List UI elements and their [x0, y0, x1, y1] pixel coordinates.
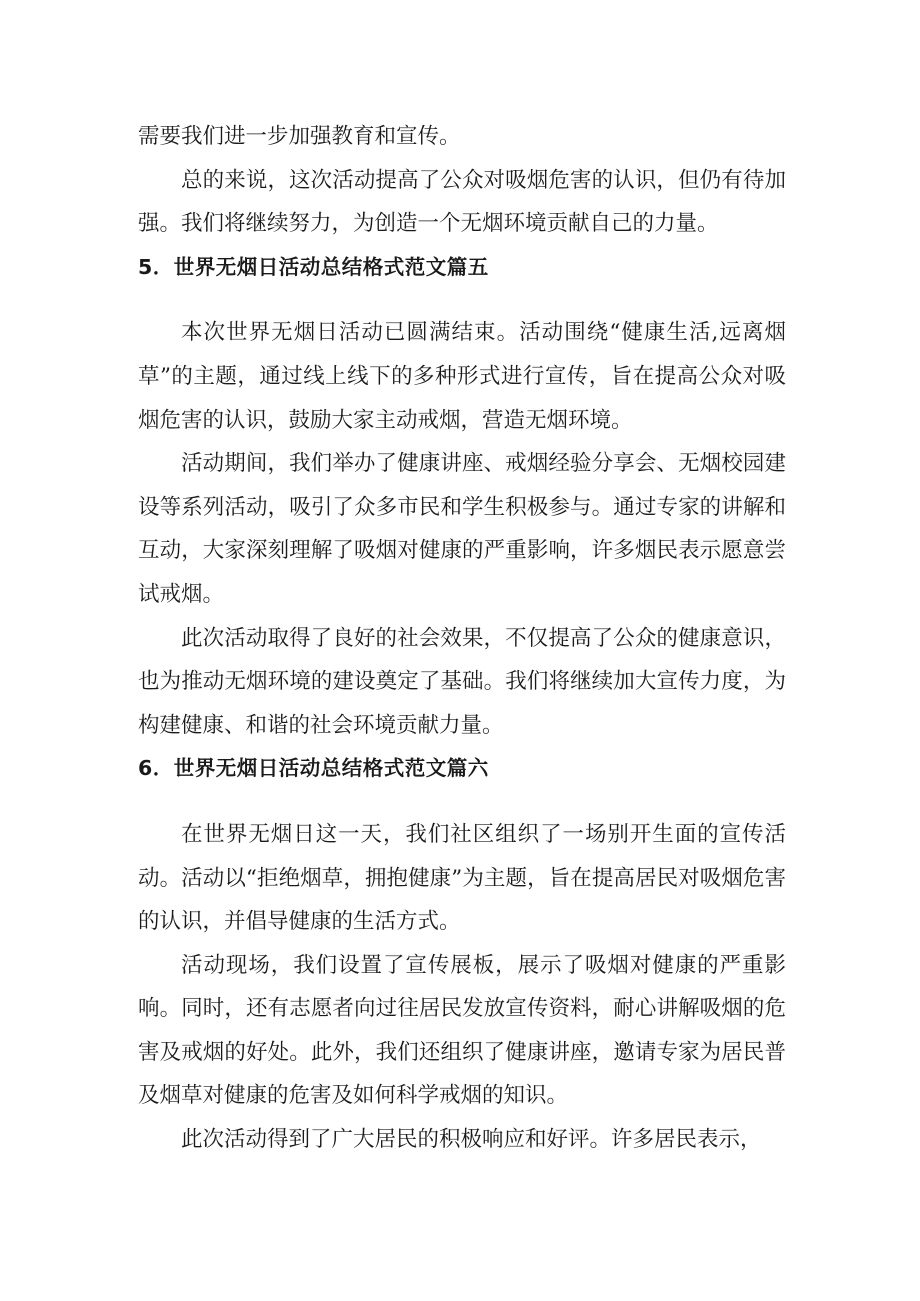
paragraph-truncated: 此次活动得到了广大居民的积极响应和好评。许多居民表示， — [181, 1127, 762, 1153]
paragraph: 本次世界无烟日活动已圆满结束。活动围绕“健康生活,远离烟草”的主题，通过线上线下的多种形式进行宣传，旨在提高公众对吸烟危害的认识，鼓励大家主动戒烟，营造无烟环境。 — [138, 320, 786, 433]
paragraph: 在世界无烟日这一天，我们社区组织了一场别开生面的宣传活动。活动以“拒绝烟草，拥抱健康”为主题，旨在提高居民对吸烟危害的认识，并倡导健康的生活方式。 — [138, 821, 786, 935]
heading-gap — [138, 791, 786, 813]
document-body — [138, 115, 786, 1162]
paragraph-continued: 需要我们进一步加强教育和宣传。 — [138, 124, 461, 149]
paragraph: 活动期间，我们举办了健康讲座、戒烟经验分享会、无烟校园建设等系列活动，吸引了众多市民和学生积极参与。通过专家的讲解和互动，大家深刻理解了吸烟对健康的严重影响，许多烟民表示愿意尝试戒烟。 — [138, 451, 786, 607]
section-heading-5: 5．世界无烟日活动总结格式范文篇五 — [138, 254, 489, 279]
paragraph: 此次活动取得了良好的社会效果，不仅提高了公众的健康意识，也为推动无烟环境的建设奠定了基础。我们将继续加大宣传力度，为构建健康、和谐的社会环境贡献力量。 — [138, 625, 786, 738]
section-heading-6: 6．世界无烟日活动总结格式范文篇六 — [138, 756, 489, 781]
paragraph: 活动现场，我们设置了宣传展板，展示了吸烟对健康的严重影响。同时，还有志愿者向过往居民发放宣传资料，耐心讲解吸烟的危害及戒烟的好处。此外，我们还组织了健康讲座，邀请专家为居民普及烟草对健康的危害及如何科学戒烟的知识。 — [138, 952, 786, 1109]
heading-gap — [138, 289, 786, 311]
paragraph-summary: 总的来说，这次活动提高了公众对吸烟危害的认识，但仍有待加强。我们将继续努力，为创造一个无烟环境贡献自己的力量。 — [138, 167, 786, 237]
